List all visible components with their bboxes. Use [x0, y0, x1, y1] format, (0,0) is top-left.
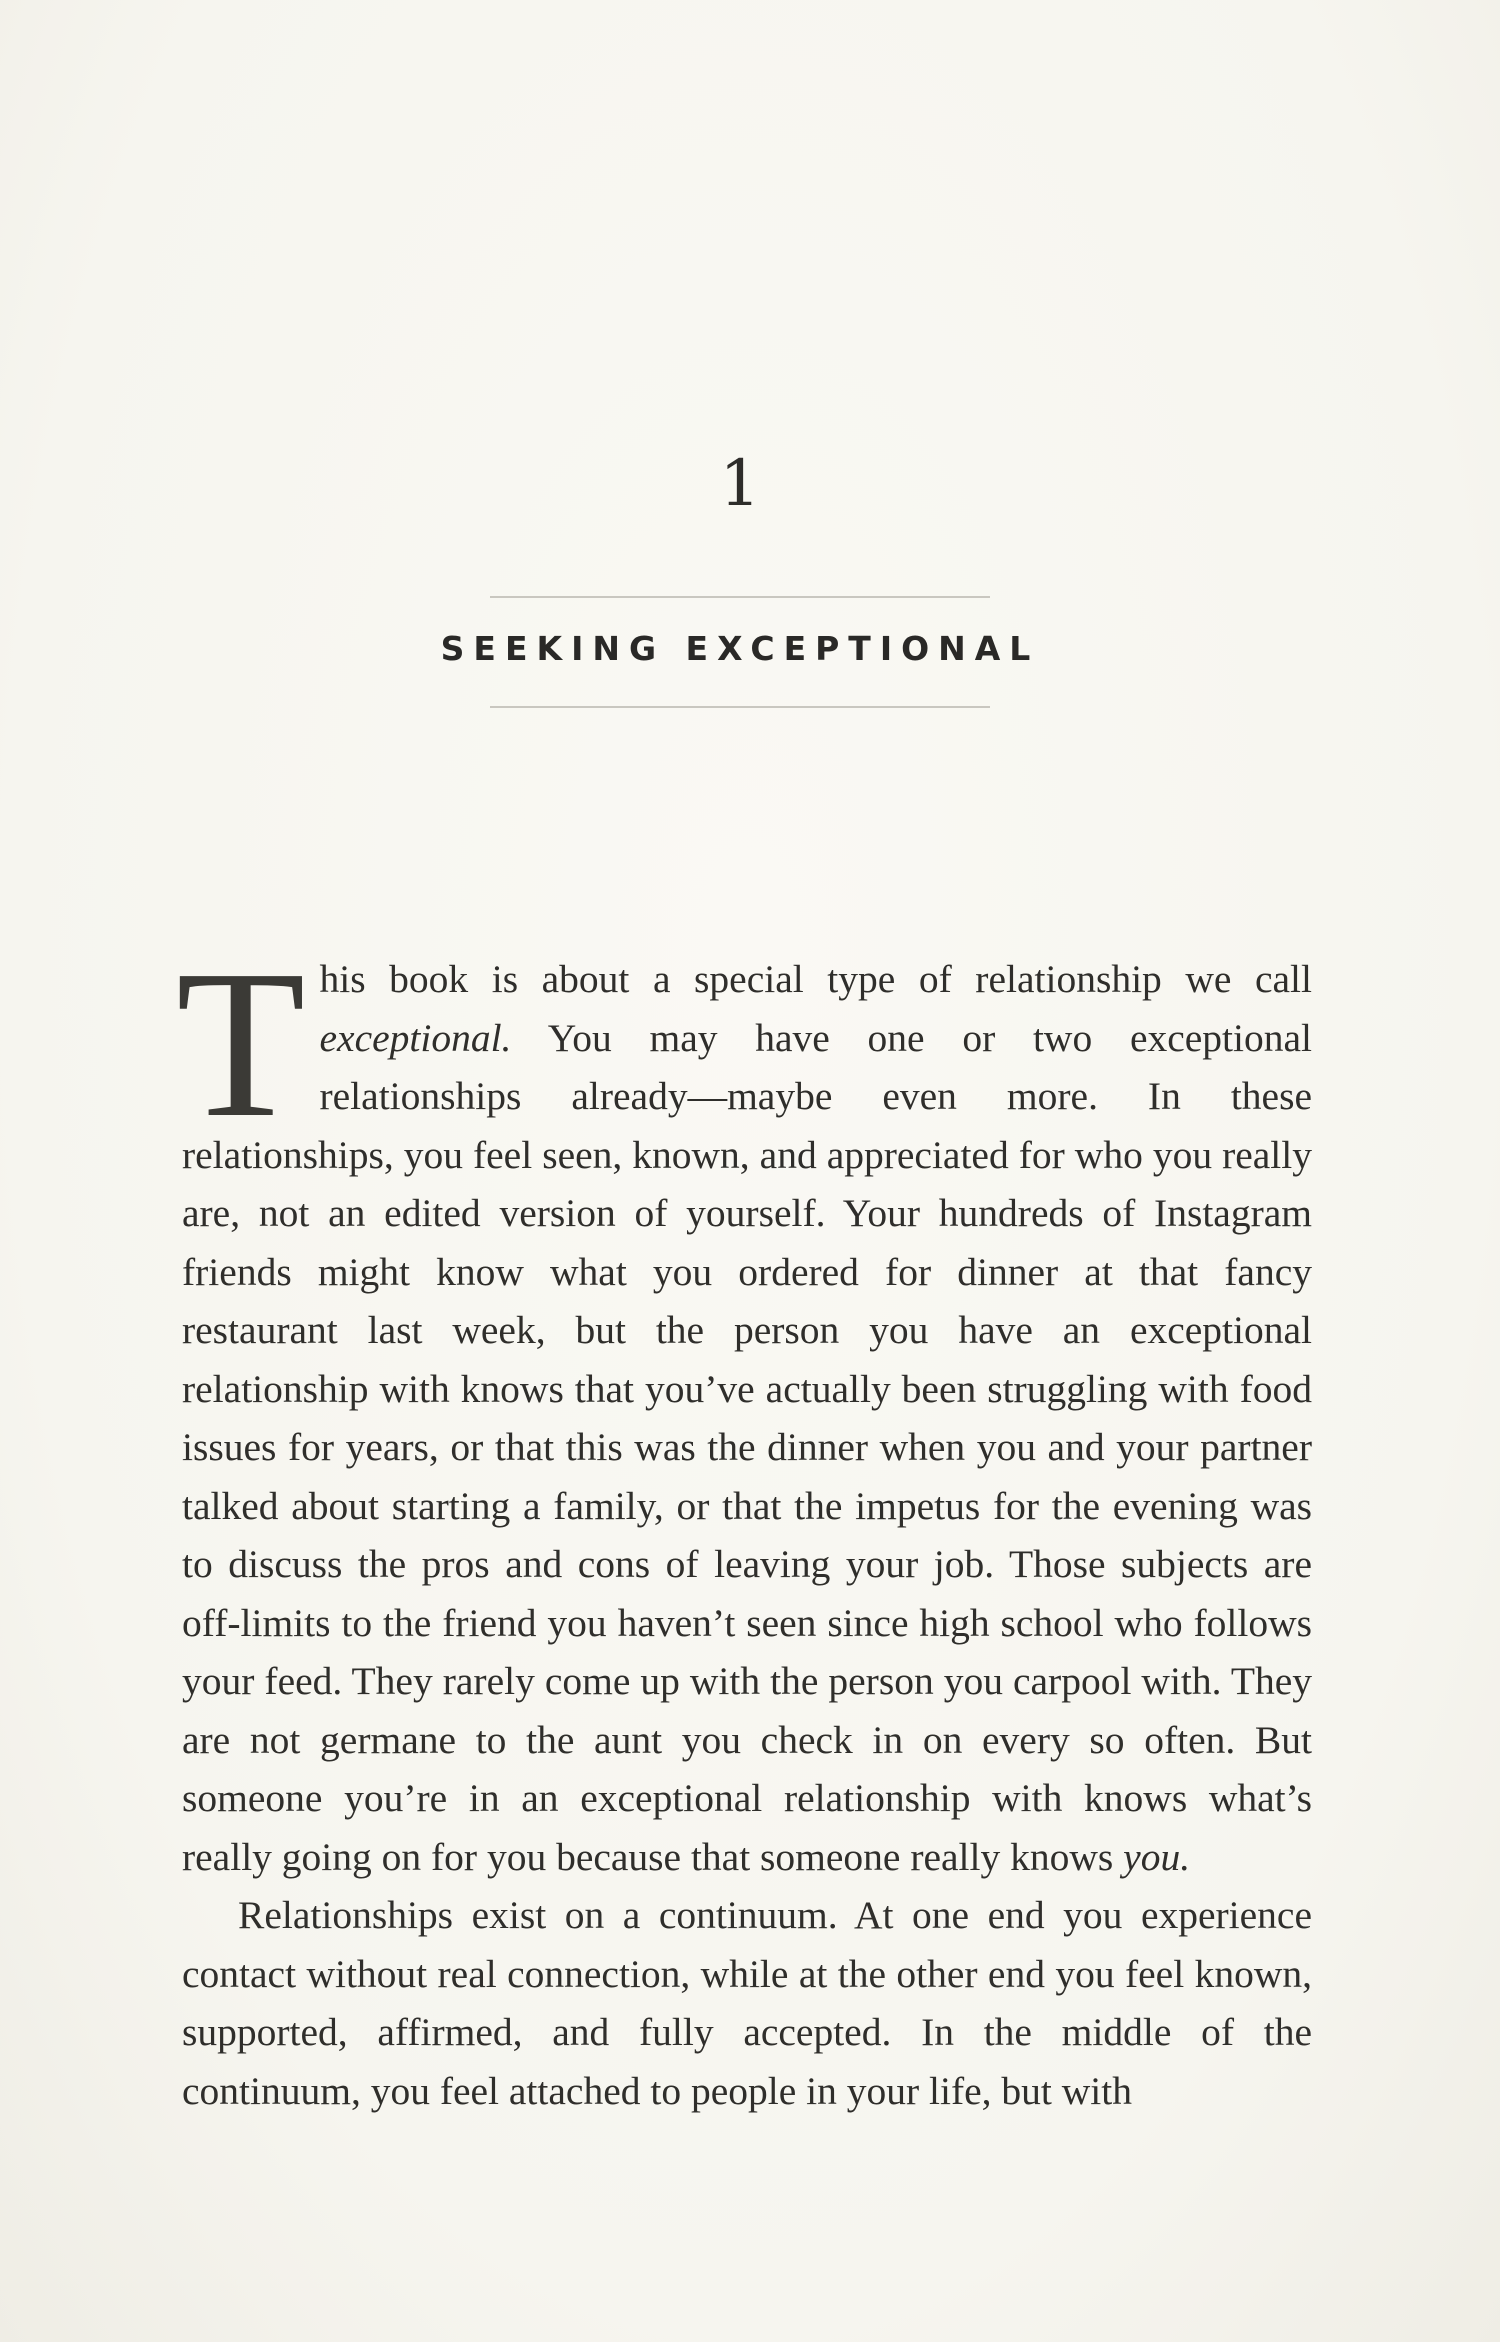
title-rule-top: [490, 596, 990, 598]
paragraph-1: [176, 926, 1312, 1886]
paragraph-1-emphasis-exceptional: exceptional.: [319, 1015, 512, 1060]
body-text: [176, 926, 1312, 2120]
paragraph-1-text-b: You may have one or two exceptional relationships already—maybe even more. In these relationships, you feel seen, known, and appreciated for who you really are, not an edited version of yourself. Your hundreds of Instagram friends might know what you ordered for dinner at that fancy restaurant last week, but the person you have an exceptional relationship with knows that you’ve actually been struggling with food issues for years, or that this was the dinner when you and your partner talked about starting a family, or that the impetus for the evening was to discuss the pros and cons of leaving your job. Those subjects are off-limits to the friend you haven’t seen since high school who follows your feed. They rarely come up with the person you carpool with. They are not germane to the aunt you check in on every so often. But someone you’re in an exceptional relationship with knows what’s really going on for you because that someone really knows: [182, 1015, 1312, 1879]
title-rule-bottom: [490, 706, 990, 708]
paragraph-2: Relationships exist on a continuum. At one end you experience contact without real connection, while at the other end you feel known, supported, affirmed, and fully accepted. In the middle of the continuum, you feel attached to people in your life, but with: [182, 1893, 1312, 2113]
chapter-title: SEEKING EXCEPTIONAL: [440, 629, 1040, 668]
drop-cap: T: [176, 926, 306, 1161]
chapter-number: 1: [719, 447, 761, 521]
paragraph-1-text-a: his book is about a special type of relationship we call: [319, 957, 1312, 1001]
paragraph-1-emphasis-you: you.: [1123, 1834, 1191, 1879]
